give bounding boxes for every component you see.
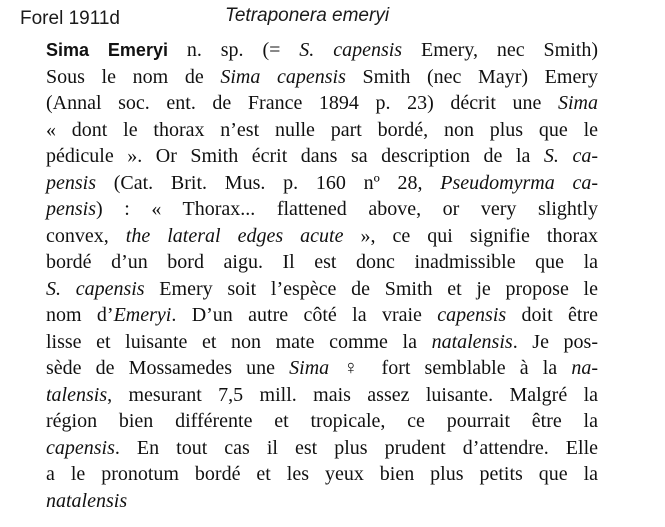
text-line-12: lisse et luisante et non mate comme la natalensis. Je pos- — [46, 330, 598, 353]
citation-label: Forel 1911d — [20, 8, 120, 29]
text-line-14: talensis, mesurant 7,5 mill. mais assez luisante. Malgré la — [46, 383, 598, 406]
text-line-3: (Annal soc. ent. de France 1894 p. 23) décrit une Sima — [46, 92, 598, 114]
description-text — [46, 37, 598, 514]
text-line-16: capensis. En tout cas il est plus prudent d’attendre. Elle — [46, 436, 598, 459]
text-line-5: pédicule ». Or Smith écrit dans sa description de la S. ca- — [46, 145, 598, 167]
text-line-10: S. capensis Emery soit l’espèce de Smith et je propose le — [46, 277, 598, 300]
text-line-8: convex, the lateral edges acute », ce qui signifie thorax — [46, 224, 598, 247]
text-line-9: bordé d’un bord aigu. Il est donc inadmissible que la — [46, 251, 598, 273]
text-line-18: natalensis — [46, 489, 128, 512]
text-line-17: a le pronotum bordé et les yeux bien plus petits que la — [46, 463, 598, 485]
taxon-title: Tetraponera emeryi — [225, 5, 390, 26]
text-line-4: « dont le thorax n’est nulle part bordé, non plus que le — [46, 118, 598, 141]
text-line-15: région bien différente et tropicale, ce pourrait être la — [46, 410, 598, 432]
text-line-13: sède de Mossamedes une Sima ♀ fort semblable à la na- — [46, 357, 598, 379]
text-line-1: Sima Emeryi n. sp. (= S. capensis Emery, nec Smith) — [46, 39, 598, 61]
text-line-2: Sous le nom de Sima capensis Smith (nec Mayr) Emery — [46, 65, 598, 88]
text-line-11: nom d’Emeryi. D’un autre côté la vraie capensis doit être — [46, 304, 598, 326]
text-line-6: pensis (Cat. Brit. Mus. p. 160 nº 28, Pseudomyrma ca- — [46, 171, 598, 194]
text-line-7: pensis) : « Thorax... flattened above, or very slightly — [46, 198, 598, 220]
species-name: Sima Emeryi — [46, 40, 168, 60]
